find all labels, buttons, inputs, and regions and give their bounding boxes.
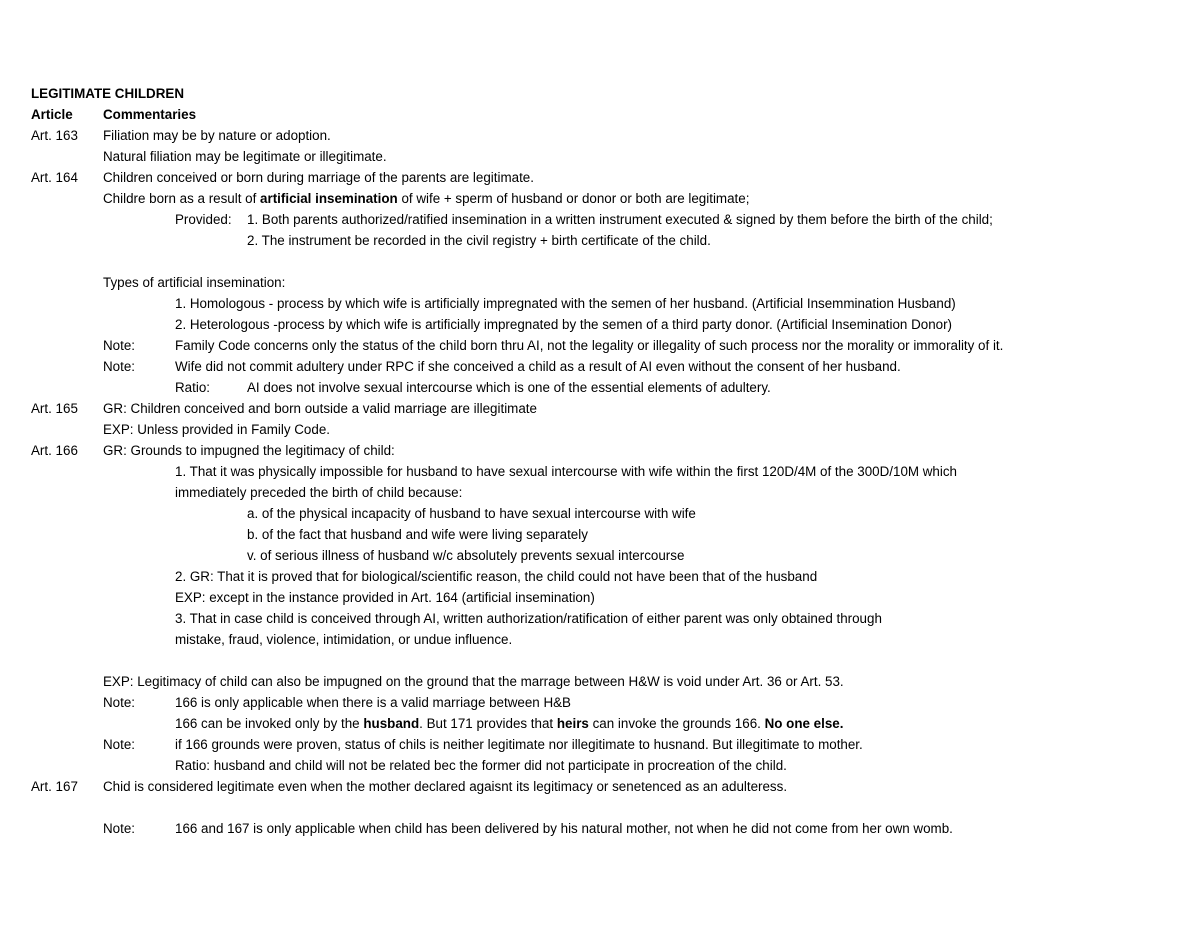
- ground-1-sub-v: v. of serious illness of husband w/c absolutely prevents sexual intercourse: [247, 548, 685, 563]
- art165-gr: GR: Children conceived and born outside a valid marriage are illegitimate: [103, 401, 537, 416]
- art164-note-2: Wife did not commit adultery under RPC if she conceived a child as a result of AI even without the consent of her husband.: [175, 359, 901, 374]
- note-2-part-c: . But 171 provides that: [419, 716, 557, 731]
- ground-1-sub-b: b. of the fact that husband and wife were living separately: [247, 527, 588, 542]
- ground-1-sub-a: a. of the physical incapacity of husband to have sexual intercourse with wife: [247, 506, 696, 521]
- article-label-166: Art. 166: [31, 443, 78, 458]
- ground-3-line-2: mistake, fraud, violence, intimidation, or undue influence.: [175, 632, 513, 647]
- art167-line-1: Chid is considered legitimate even when the mother declared agaisnt its legitimacy or senetenced as an adulteress.: [103, 779, 788, 794]
- art166-note-3: if 166 grounds were proven, status of chils is neither legitimate nor illegitimate to husnand. But illegitimate to mother.: [175, 737, 863, 752]
- note-2-heirs: heirs: [556, 716, 589, 731]
- note-2-no-one-else: No one else.: [764, 716, 844, 731]
- art163-line-1: Filiation may be by nature or adoption.: [103, 128, 331, 143]
- ground-2: 2. GR: That it is proved that for biological/scientific reason, the child could not have been that of the husband: [175, 569, 818, 584]
- note-label: Note:: [103, 695, 136, 710]
- note-2-husband: husband: [363, 716, 420, 731]
- note-label: Note:: [103, 359, 136, 374]
- article-label-165: Art. 165: [31, 401, 78, 416]
- art164-note-1: Family Code concerns only the status of the child born thru AI, not the legality or illegality of such process nor the morality or immorality of it.: [175, 338, 1004, 353]
- art164-line-2-end: of wife + sperm of husband or donor or both are legitimate;: [397, 191, 750, 206]
- art167-note: 166 and 167 is only applicable when child has been delivered by his natural mother, not when he did not come from her own womb.: [175, 821, 953, 836]
- ground-2-exp: EXP: except in the instance provided in Art. 164 (artificial insemination): [175, 590, 595, 605]
- article-label-163: Art. 163: [31, 128, 78, 143]
- note-label: Note:: [103, 821, 136, 836]
- art163-line-2: Natural filiation may be legitimate or illegitimate.: [103, 149, 387, 164]
- ground-1-line-2: immediately preceded the birth of child because:: [175, 485, 463, 500]
- art164-line-2-start: Childre born as a result of: [103, 191, 261, 206]
- art166-exp: EXP: Legitimacy of child can also be impugned on the ground that the marrage between H&W is void under Art. 36 or Art. 53.: [103, 674, 844, 689]
- art165-exp: EXP: Unless provided in Family Code.: [103, 422, 330, 437]
- ground-3-line-1: 3. That in case child is conceived through AI, written authorization/ratification of either parent was only obtained through: [175, 611, 882, 626]
- art164-ratio: AI does not involve sexual intercourse which is one of the essential elements of adultery.: [247, 380, 771, 395]
- article-label-164: Art. 164: [31, 170, 78, 185]
- art164-line-2-bold: artificial insemination: [260, 191, 398, 206]
- art166-note-1: 166 is only applicable when there is a valid marriage between H&B: [175, 695, 571, 710]
- type-item-2: 2. Heterologous -process by which wife is artificially impregnated by the semen of a third party donor. (Artificial Insemination Donor): [175, 317, 953, 332]
- note-2-part-e: can invoke the grounds 166.: [588, 716, 765, 731]
- types-heading: Types of artificial insemination:: [103, 275, 286, 290]
- page-title: LEGITIMATE CHILDREN: [31, 86, 184, 101]
- note-label: Note:: [103, 338, 136, 353]
- art166-note-2: [175, 716, 843, 732]
- art166-gr: GR: Grounds to impugned the legitimacy of child:: [103, 443, 395, 458]
- column-header-article: Article: [31, 107, 73, 122]
- provided-item-1: 1. Both parents authorized/ratified insemination in a written instrument executed & signed by them before the birth of the child;: [247, 212, 993, 227]
- art164-line-2: [103, 191, 749, 207]
- article-label-167: Art. 167: [31, 779, 78, 794]
- ratio-label: Ratio:: [175, 380, 210, 395]
- art164-line-1: Children conceived or born during marriage of the parents are legitimate.: [103, 170, 534, 185]
- provided-label: Provided:: [175, 212, 232, 227]
- note-label: Note:: [103, 737, 136, 752]
- column-header-commentaries: Commentaries: [103, 107, 197, 122]
- provided-item-2: 2. The instrument be recorded in the civil registry + birth certificate of the child.: [247, 233, 711, 248]
- ground-1-line-1: 1. That it was physically impossible for husband to have sexual intercourse with wife within the first 120D/4M of the 300D/10M which: [175, 464, 957, 479]
- art166-ratio: Ratio: husband and child will not be related bec the former did not participate in procreation of the child.: [175, 758, 787, 773]
- type-item-1: 1. Homologous - process by which wife is artificially impregnated with the semen of her husband. (Artificial Insemmination Husband): [175, 296, 956, 311]
- note-2-part-a: 166 can be invoked only by the: [175, 716, 364, 731]
